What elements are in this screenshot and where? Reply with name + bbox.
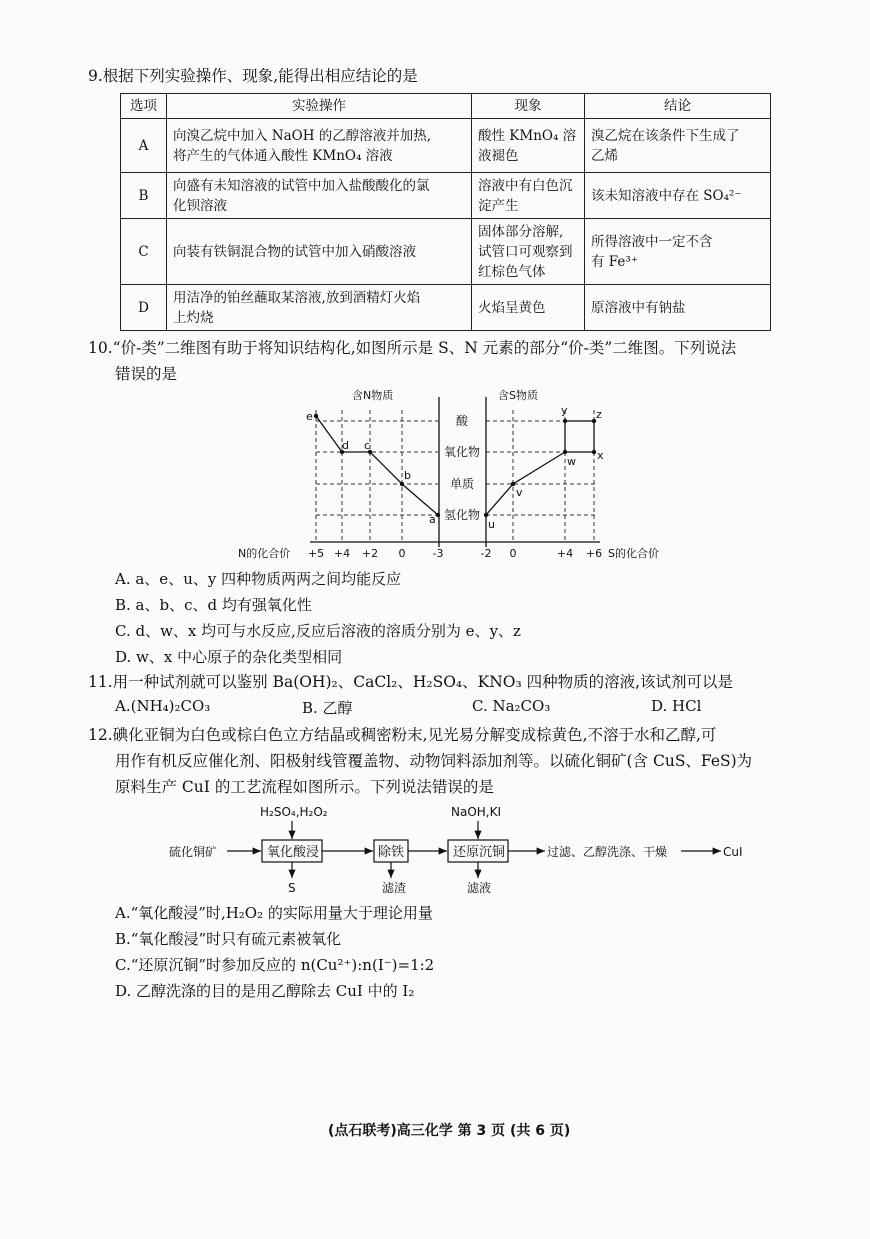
process-flow-diagram: [165, 800, 765, 900]
row-conclusion: 所得溶液中一定不含 有 Fe³⁺: [585, 219, 771, 285]
flow-reagent1: H₂SO₄,H₂O₂: [260, 805, 328, 819]
point-v: [511, 482, 515, 486]
table-row: [121, 173, 771, 219]
row-operation: 向溴乙烷中加入 NaOH 的乙醇溶液并加热, 将产生的气体通入酸性 KMnO₄ 溶液: [167, 119, 472, 173]
q11-option-a: A.(NH₄)₂CO₃: [115, 697, 211, 715]
flow-reagent2: NaOH,KI: [451, 805, 502, 819]
n-tick: +4: [333, 547, 351, 560]
label-y: y: [561, 404, 568, 417]
grid-lines: [316, 410, 598, 542]
label-b: b: [404, 469, 411, 482]
label-d: d: [342, 439, 349, 452]
table-row: [121, 119, 771, 173]
flow-out2: 滤渣: [382, 881, 407, 895]
n-title: 含N物质: [352, 389, 394, 402]
s-tick: +4: [556, 547, 574, 560]
q11-option-d: D. HCl: [651, 697, 702, 715]
row-operation: 用洁净的铂丝蘸取某溶液,放到酒精灯火焰 上灼烧: [167, 285, 472, 331]
row-option: C: [121, 219, 167, 285]
flow-out3: 滤液: [467, 881, 492, 895]
category-hydride: 氢化物: [443, 508, 481, 522]
point-e: [314, 414, 318, 418]
s-tick: 0: [509, 547, 517, 560]
q12-stem-line3: 原料生产 CuI 的工艺流程如图所示。下列说法错误的是: [115, 778, 494, 796]
q10-stem-cont: 错误的是: [115, 365, 178, 383]
label-x: x: [597, 449, 604, 462]
n-axis-label: N的化合价: [238, 547, 291, 560]
point-u: [484, 513, 488, 517]
page-footer: (点石联考)高三化学 第 3 页 (共 6 页): [328, 1123, 571, 1139]
s-axis-label: S的化合价: [608, 547, 659, 560]
valence-class-diagram: [230, 385, 690, 563]
table-row: [121, 285, 771, 331]
row-phenomenon: 溶液中有白色沉 淀产生: [472, 173, 585, 219]
row-conclusion: 原溶液中有钠盐: [585, 285, 771, 331]
s-title: 含S物质: [498, 389, 538, 402]
n-tick: +5: [307, 547, 325, 560]
q9-table: [120, 93, 771, 331]
q11-option-b: B. 乙醇: [302, 699, 353, 717]
label-c: c: [364, 439, 371, 452]
q11-option-c: C. Na₂CO₃: [472, 697, 551, 715]
label-z: z: [596, 408, 602, 421]
label-a: a: [429, 513, 436, 526]
q12-stem-line2: 用作有机反应催化剂、阳极射线管覆盖物、动物饲料添加剂等。以硫化铜矿(含 CuS、FeS)为: [115, 752, 753, 770]
point-w: [563, 450, 567, 454]
n-tick: +2: [361, 547, 379, 560]
s-tick: +6: [585, 547, 603, 560]
label-v: v: [516, 486, 523, 499]
row-option: A: [121, 119, 167, 173]
table-row: [121, 219, 771, 285]
data-points: [314, 414, 596, 517]
q12-option-c: C.“还原沉铜”时参加反应的 n(Cu²⁺):n(I⁻)=1:2: [115, 956, 435, 974]
point-a: [436, 513, 440, 517]
flow-after: 过滤、乙醇洗涤、干燥: [547, 845, 668, 859]
flow-box2: 除铁: [378, 845, 405, 860]
header-phenomenon: 现象: [472, 94, 585, 119]
flow-box3: 还原沉铜: [453, 845, 506, 860]
row-conclusion: 溴乙烷在该条件下生成了 乙烯: [585, 119, 771, 173]
q10-stem: 10.“价-类”二维图有助于将知识结构化,如图所示是 S、N 元素的部分“价-类”二维图。下列说法: [88, 339, 737, 357]
q10-option-b: B. a、b、c、d 均有强氧化性: [115, 596, 312, 614]
q11-stem: 11.用一种试剂就可以鉴别 Ba(OH)₂、CaCl₂、H₂SO₄、KNO₃ 四种物质的溶液,该试剂可以是: [88, 673, 734, 691]
label-e: e: [306, 410, 313, 423]
q10-option-a: A. a、e、u、y 四种物质两两之间均能反应: [115, 570, 402, 588]
n-tick: 0: [398, 547, 406, 560]
point-x: [592, 450, 596, 454]
row-conclusion: 该未知溶液中存在 SO₄²⁻: [585, 173, 771, 219]
q12-stem-line1: 12.碘化亚铜为白色或棕白色立方结晶或稠密粉末,见光易分解变成棕黄色,不溶于水和乙醇,可: [88, 726, 717, 744]
point-b: [400, 482, 404, 486]
category-oxide: 氧化物: [443, 445, 481, 459]
flow-out1: S: [288, 881, 296, 895]
q12-option-a: A.“氧化酸浸”时,H₂O₂ 的实际用量大于理论用量: [115, 904, 433, 922]
row-phenomenon: 火焰呈黄色: [472, 285, 585, 331]
flow-product: CuI: [723, 845, 743, 859]
header-operation: 实验操作: [167, 94, 472, 119]
connection-lines: [316, 416, 594, 515]
n-tick: -3: [432, 547, 444, 560]
category-element: 单质: [449, 477, 475, 491]
q10-option-c: C. d、w、x 均可与水反应,反应后溶液的溶质分别为 e、y、z: [115, 622, 521, 640]
category-acid: 酸: [455, 414, 469, 428]
s-tick: -2: [480, 547, 492, 560]
point-y: [563, 419, 567, 423]
header-conclusion: 结论: [585, 94, 771, 119]
flow-box1: 氧化酸浸: [267, 845, 320, 860]
q12-option-b: B.“氧化酸浸”时只有硫元素被氧化: [115, 930, 342, 948]
label-u: u: [488, 518, 495, 531]
flow-start: 硫化铜矿: [169, 845, 218, 859]
row-phenomenon: 酸性 KMnO₄ 溶 液褪色: [472, 119, 585, 173]
q9-stem: 9.根据下列实验操作、现象,能得出相应结论的是: [88, 67, 418, 85]
row-option: B: [121, 173, 167, 219]
row-operation: 向盛有未知溶液的试管中加入盐酸酸化的氯 化钡溶液: [167, 173, 472, 219]
q10-option-d: D. w、x 中心原子的杂化类型相同: [115, 648, 343, 666]
q12-option-d: D. 乙醇洗涤的目的是用乙醇除去 CuI 中的 I₂: [115, 982, 415, 1000]
header-option: 选项: [121, 94, 167, 119]
label-w: w: [567, 455, 576, 468]
table-header-row: [121, 94, 771, 119]
row-option: D: [121, 285, 167, 331]
row-operation: 向装有铁铜混合物的试管中加入硝酸溶液: [167, 219, 472, 285]
row-phenomenon: 固体部分溶解, 试管口可观察到 红棕色气体: [472, 219, 585, 285]
